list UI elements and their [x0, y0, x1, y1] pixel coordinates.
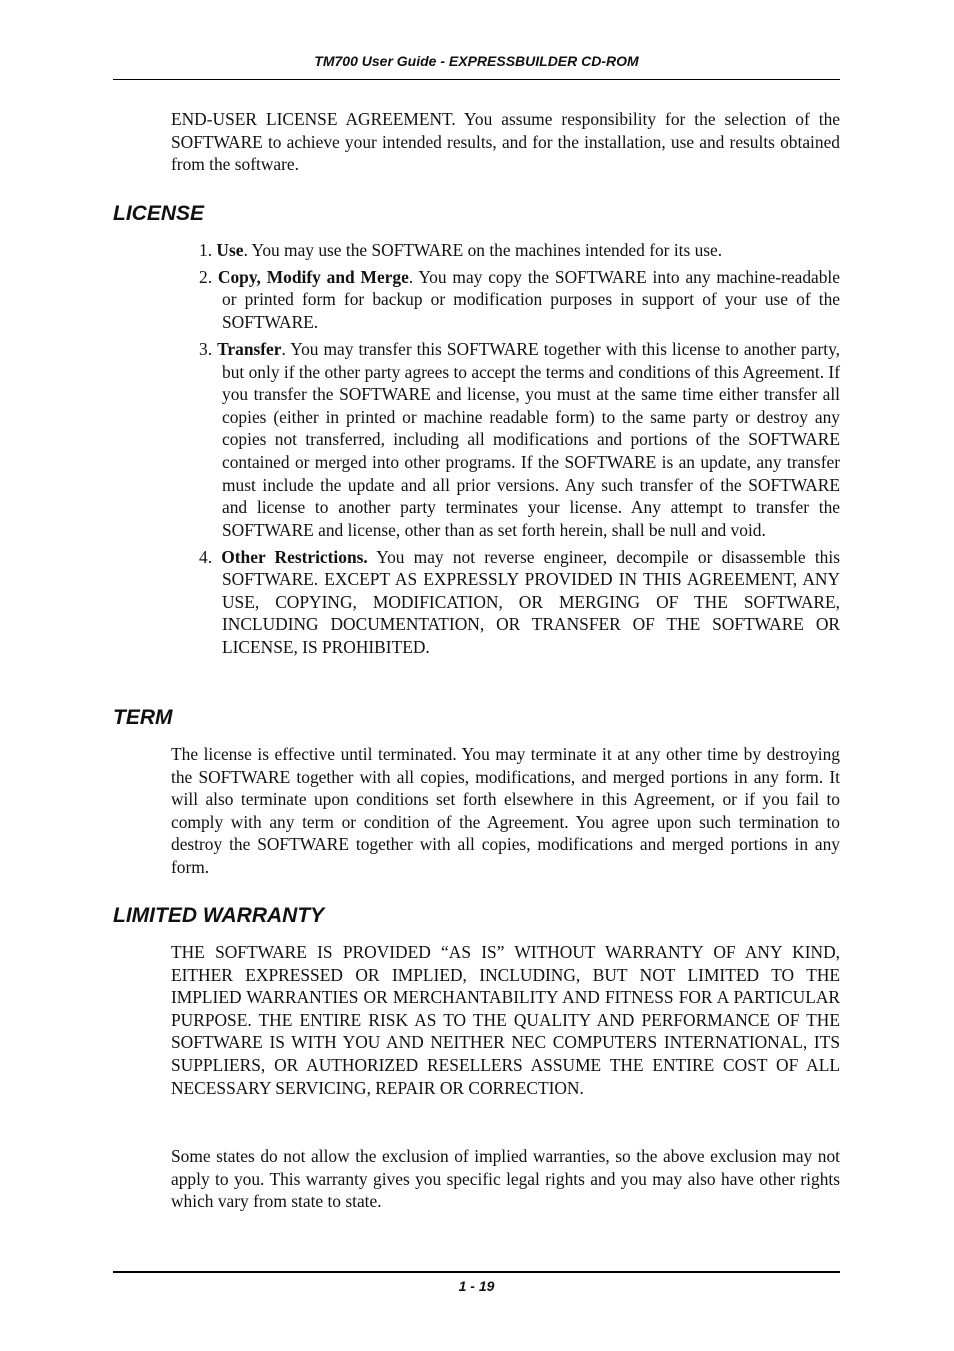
- item-number: 3.: [199, 338, 213, 359]
- license-item-use: [199, 239, 840, 262]
- item-term: Transfer: [217, 338, 282, 359]
- license-item-copy: [199, 266, 840, 334]
- term-paragraph: The license is effective until terminated. You may terminate it at any other time by destroying the SOFTWARE together with all copies, modifications, and merged portions in any form. It will also terminate upon conditions set forth elsewhere in this Agreement, or if you fail to comply with any term or condition of the Agreement. You agree upon such termination to destroy the SOFTWARE together with all copies, modifications and merged portions in any form.: [171, 744, 840, 877]
- license-item-restrictions: [199, 546, 840, 659]
- item-text: . You may use the SOFTWARE on the machines intended for its use.: [243, 240, 723, 260]
- license-list: [199, 239, 840, 663]
- term-heading: TERM: [113, 706, 173, 729]
- item-text: You may not reverse engineer, decompile or disassemble this SOFTWARE. EXCEPT AS EXPRESSLY PROVIDED IN THIS AGREEMENT, ANY USE, COPYING, MODIFICATION, OR MERGING OF THE SOFTWARE, INCLUDING DOCUMENTATION, OR TRANSFER OF THE SOFTWARE OR LICENSE, IS PROHIBITED.: [222, 546, 840, 657]
- item-text: . You may copy the SOFTWARE into any machine-readable or printed form for backup or modification purposes in support of your use of the SOFTWARE.: [222, 266, 840, 333]
- item-number: 1.: [199, 240, 213, 260]
- license-heading: LICENSE: [113, 202, 205, 225]
- item-term: Copy, Modify and Merge: [217, 266, 409, 287]
- footer-divider: [113, 1271, 840, 1273]
- page-number: 1 - 19: [458, 1278, 495, 1294]
- license-item-transfer: [199, 338, 840, 541]
- item-number: 4.: [199, 546, 213, 567]
- warranty-paragraph: THE SOFTWARE IS PROVIDED “AS IS” WITHOUT WARRANTY OF ANY KIND, EITHER EXPRESSED OR IMPLIED, INCLUDING, BUT NOT LIMITED TO THE IMPLIED WARRANTIES OR MERCHANTABILITY AND FITNESS FOR A PARTICULAR PURPOSE. THE ENTIRE RISK AS TO THE QUALITY AND PERFORMANCE OF THE SOFTWARE IS WITH YOU AND NEITHER NEC COMPUTERS INTERNATIONAL, ITS SUPPLIERS, OR AUTHORIZED RESELLERS ASSUME THE ENTIRE COST OF ALL NECESSARY SERVICING, REPAIR OR CORRECTION.: [171, 942, 840, 1098]
- intro-paragraph: END-USER LICENSE AGREEMENT. You assume responsibility for the selection of the SOFTWARE to achieve your intended results, and for the installation, use and results obtained from the software.: [171, 109, 840, 175]
- warranty-note-paragraph: Some states do not allow the exclusion of implied warranties, so the above exclusion may not apply to you. This warranty gives you specific legal rights and you may also have other rights which vary from state to state.: [171, 1146, 840, 1212]
- warranty-heading: LIMITED WARRANTY: [113, 904, 325, 927]
- item-text: . You may transfer this SOFTWARE together with this license to another party, but only if the other party agrees to accept the terms and conditions of this Agreement. If you transfer the SOFTWARE and license, you must at the same time either transfer all copies (either in printed or machine readable form) to the same party or destroy any copies not transferred, including all modifications and portions of the SOFTWARE contained or merged into other programs. If the SOFTWARE is an update, any transfer must include the update and all prior versions. Any such transfer of the SOFTWARE and license to another party terminates your license. Any attempt to transfer the SOFTWARE and license, other than as set forth herein, shall be null and void.: [222, 338, 840, 540]
- item-term: Other Restrictions.: [221, 546, 368, 567]
- page-header: TM700 User Guide - EXPRESSBUILDER CD-ROM: [113, 52, 840, 80]
- item-number: 2.: [199, 266, 213, 287]
- item-term: Use: [216, 240, 244, 260]
